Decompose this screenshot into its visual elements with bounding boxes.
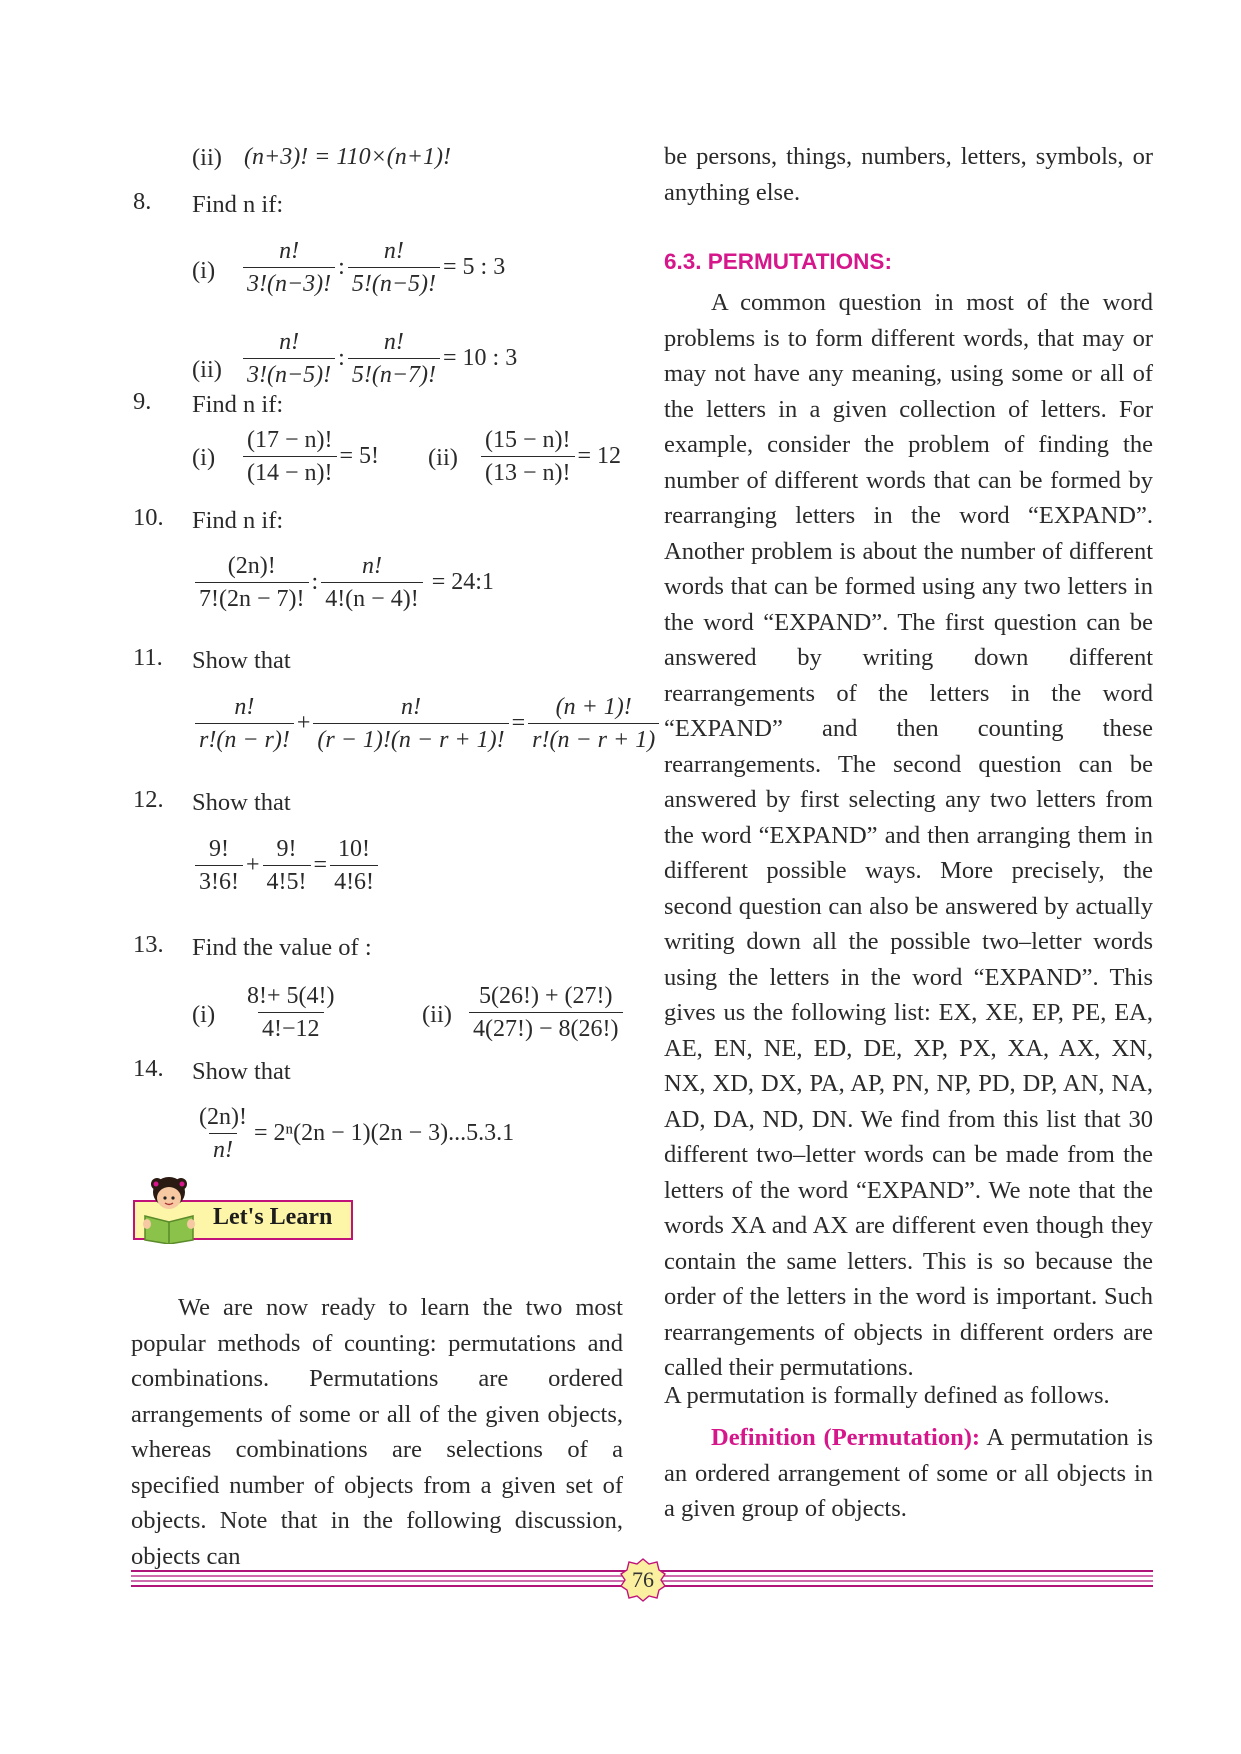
q10-equation: $\frac{(2n)!}{7!(2n - 7)!}$ : $\frac{n!}{4!(n - 4)!}$ = 24:1: [192, 551, 494, 614]
q11-f3-den: r!(n − r + 1): [528, 723, 659, 755]
q12-f1-num: 9!: [208, 836, 229, 862]
definition-block: [664, 1420, 1153, 1527]
q13-ii-num: 5(26!) + (27!): [479, 983, 613, 1009]
q7-ii-label: (ii): [192, 144, 222, 171]
q10-text: Find n if:: [192, 507, 284, 534]
q11-f2-num: n!: [401, 694, 421, 720]
q8-i-f1-den: 3!(n−3)!: [243, 267, 335, 299]
q12-number: 12.: [133, 786, 164, 813]
q11-f1-den: r!(n − r)!: [195, 723, 294, 755]
q10-f2-num: n!: [361, 553, 382, 579]
q8-ii-equation: $\frac{n!}{3!(n-5)!}$ : $\frac{n!}{5!(n-7)!}$ = 10 : 3: [240, 327, 517, 390]
q8-i-rhs: = 5 : 3: [443, 254, 506, 280]
q11-f1-num: n!: [234, 694, 255, 720]
q12-f2-den: 4!5!: [263, 865, 311, 897]
q9-ii-rhs: = 12: [577, 443, 622, 469]
q9-ii-num: (15 − n)!: [485, 427, 571, 453]
q10-rhs: = 24:1: [431, 569, 494, 595]
q8-i-label: (i): [192, 257, 216, 284]
q12-f1-den: 3!6!: [195, 865, 243, 897]
q11-f3-num: (n + 1)!: [555, 694, 632, 720]
q8-text: Find n if:: [192, 191, 284, 218]
q7-ii-expression: (n+3)! = 110×(n+1)!: [244, 144, 451, 170]
q8-i-f2-num: n!: [383, 238, 404, 264]
page-number-badge: [620, 1558, 666, 1602]
q8-ii-rhs: = 10 : 3: [443, 345, 518, 371]
q11-number: 11.: [133, 644, 163, 671]
q11-equation: $\frac{n!}{r!(n - r)!}$ + $\frac{n!}{(r - 1)!(n - r + 1)!}$ = $\frac{(n + 1)!}{r!(n - r + 1)}$: [192, 692, 662, 755]
q10-f1-num: (2n)!: [227, 553, 276, 579]
continuation-text: be persons, things, numbers, letters, symbols, or anything else.: [664, 143, 1153, 206]
q9-number: 9.: [133, 388, 152, 415]
q9-i-label: (i): [192, 444, 216, 471]
q12-f2-num: 9!: [276, 836, 297, 862]
q14-number: 14.: [133, 1055, 164, 1082]
permutations-paragraph: A common question in most of the word problems is to form different words, that may or may not have any meaning, using some or all of the letters in a given collection of letters. For example, consider the problem of finding the number of different words that can be formed by rearranging letters in the word “EXPAND”. Another problem is about the number of different words that can be formed using any two letters in the word “EXPAND”. The first question can be answered by writing down different rearrangements of the letters in the word “EXPAND” and then counting these rearrangements. The second question can be answered by first selecting any two letters from the word “EXPAND” and then arranging them in different possible ways. More precisely, the second question can also be answered by actually writing down all the possible two–letter words using the letters in the word “EXPAND”. This gives us the following list: EX, XE, EP, PE, EA, AE, EN, NE, ED, DE, XP, PX, XA, AX, XN, NX, XD, DX, PA, AP, PN, NP, PD, DP, AN, NA, AD, DA, ND, DN. We find from this list that 30 different two–letter words can be made from the letters of the word “EXPAND”. We note that the words XA and AX are different even though they contain the same letters. This is so because the order of the letters in the word is important. Such rearrangements of objects in different orders are called their permutations.: [664, 289, 1153, 1381]
q8-ii-label: (ii): [192, 356, 222, 383]
q13-i-den: 4!−12: [258, 1012, 324, 1044]
q8-ii-f2-num: n!: [383, 329, 404, 355]
q14-num: (2n)!: [199, 1104, 247, 1130]
q12-f3-num: 10!: [338, 836, 371, 862]
q14-rhs: = 2ⁿ(2n − 1)(2n − 3)...5.3.1: [253, 1120, 515, 1146]
q9-ii-equation: [478, 425, 621, 488]
q14-equation: [192, 1102, 514, 1165]
definition-text: A permutation is an ordered arrangement of some or all objects in a given group of objects.: [664, 1424, 1153, 1522]
q13-i-num: 8!+ 5(4!): [247, 983, 335, 1009]
q9-ii-den: (13 − n)!: [481, 456, 575, 488]
q9-text: Find n if:: [192, 391, 284, 418]
intro-paragraph: We are now ready to learn the two most popular methods of counting: permutations and combinations. Permutations are ordered arrangements of some or all of the given objects, whereas combinations are selections of a specified number of objects from a given set of objects. Note that in the following discussion, objects can: [131, 1294, 623, 1570]
lets-learn-label: Let's Learn: [213, 1204, 333, 1230]
q13-text: Find the value of :: [192, 934, 372, 961]
q9-i-num: (17 − n)!: [247, 427, 333, 453]
q9-i-den: (14 − n)!: [243, 456, 337, 488]
q10-number: 10.: [133, 504, 164, 531]
formal-definition-intro: A permutation is formally defined as follows.: [664, 1382, 1110, 1409]
q11-f2-den: (r − 1)!(n − r + 1)!: [313, 723, 508, 755]
q13-number: 13.: [133, 931, 164, 958]
q10-f2-den: 4!(n − 4)!: [321, 582, 423, 614]
q8-i-f1-num: n!: [279, 238, 300, 264]
definition-label: Definition (Permutation):: [711, 1424, 981, 1451]
q13-ii-den: 4(27!) − 8(26!): [469, 1012, 623, 1044]
girl-reading-book-icon: [135, 1172, 205, 1244]
lets-learn-box: [133, 1200, 353, 1240]
q8-i-equation: $\frac{n!}{3!(n-3)!}$ : $\frac{n!}{5!(n-5)!}$ = 5 : 3: [240, 236, 505, 299]
q13-ii-label: (ii): [422, 1001, 452, 1028]
page-number: 76: [632, 1567, 654, 1592]
q8-ii-f1-den: 3!(n−5)!: [243, 358, 335, 390]
q8-i-f2-den: 5!(n−5)!: [348, 267, 440, 299]
q9-i-equation: [240, 425, 379, 488]
q8-ii-f2-den: 5!(n−7)!: [348, 358, 440, 390]
q8-ii-f1-num: n!: [279, 329, 300, 355]
q11-text: Show that: [192, 647, 291, 674]
q9-i-rhs: = 5!: [339, 443, 380, 469]
q13-ii-expression: [466, 981, 626, 1044]
q13-i-label: (i): [192, 1001, 216, 1028]
q13-i-expression: [240, 981, 342, 1044]
q12-f3-den: 4!6!: [330, 865, 378, 897]
q12-equation: $\frac{9!}{3!6!}$ + $\frac{9!}{4!5!}$ = $\frac{10!}{4!6!}$: [192, 834, 381, 897]
q10-f1-den: 7!(2n − 7)!: [195, 582, 309, 614]
q12-text: Show that: [192, 789, 291, 816]
q9-ii-label: (ii): [428, 444, 458, 471]
q14-text: Show that: [192, 1058, 291, 1085]
q14-den: n!: [209, 1133, 237, 1165]
section-heading: 6.3. PERMUTATIONS:: [664, 249, 892, 274]
q8-number: 8.: [133, 188, 152, 215]
